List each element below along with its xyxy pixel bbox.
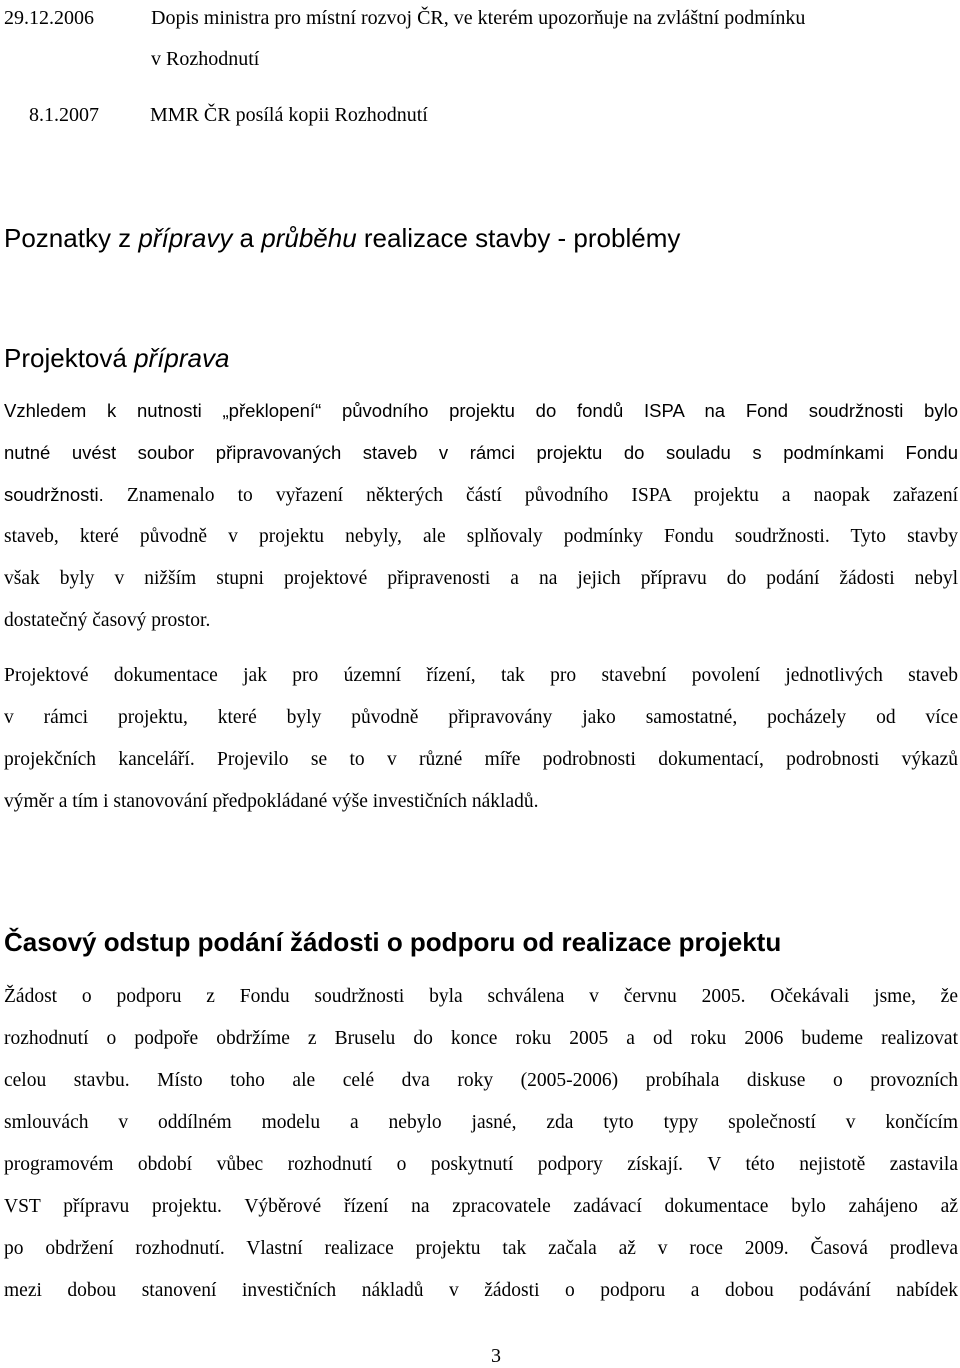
paragraph-line: v rámci projektu, které byly původně připravovány jako samostatné, pocházely od více — [4, 707, 958, 728]
paragraph-line: programovém období vůbec rozhodnutí o poskytnutí podpory získají. V této nejistotě zastavila — [4, 1154, 958, 1175]
main-heading — [4, 223, 680, 253]
paragraph-line: rozhodnutí o podpoře obdržíme z Bruselu do konce roku 2005 a od roku 2006 budeme realizovat — [4, 1028, 958, 1049]
section-heading: Časový odstup podání žádosti o podporu od realizace projektu — [4, 927, 782, 957]
paragraph-line-part: Znamenalo to vyřazení některých částí původního ISPA projektu a naopak zařazení — [103, 485, 958, 506]
timeline-entry — [29, 103, 428, 127]
paragraph-line: mezi dobou stanovení investičních nákladů v žádosti o podporu a dobou podávání nabídek — [4, 1280, 958, 1301]
timeline-description: MMR ČR posílá kopii Rozhodnutí — [150, 104, 428, 126]
timeline-date: 29.12.2006 — [4, 7, 94, 29]
heading-text: a — [232, 223, 262, 253]
heading-text: realizace stavby - problémy — [356, 223, 681, 253]
heading-text-italic: příprava — [134, 343, 230, 373]
sub-heading — [4, 343, 229, 373]
paragraph-line: smlouvách v oddílném modelu a nebylo jasné, zda tyto typy společností v končícím — [4, 1112, 958, 1133]
paragraph-line: projekčních kanceláří. Projevilo se to v různé míře podrobnosti dokumentací, podrobnosti výkazů — [4, 749, 958, 770]
paragraph-line: Projektové dokumentace jak pro územní řízení, tak pro stavební povolení jednotlivých staveb — [4, 665, 958, 686]
paragraph-line: dostatečný časový prostor. — [4, 610, 211, 631]
paragraph-line: VST přípravu projektu. Výběrové řízení na zpracovatele zadávací dokumentace bylo zahájeno až — [4, 1196, 958, 1217]
timeline-date: 8.1.2007 — [29, 104, 99, 126]
paragraph-documentation — [4, 655, 958, 823]
paragraph-line — [4, 474, 958, 516]
paragraph-line: nutné uvést soubor připravovaných staveb v rámci projektu do souladu s podmínkami Fondu — [4, 442, 958, 463]
paragraph-line: Vzhledem k nutnosti „překlopení“ původního projektu do fondů ISPA na Fond soudržnosti bylo — [4, 400, 958, 421]
paragraph-line: Žádost o podporu z Fondu soudržnosti byla schválena v červnu 2005. Očekávali jsme, že — [4, 986, 958, 1007]
timeline-description-continued: v Rozhodnutí — [151, 48, 260, 70]
timeline-description: Dopis ministra pro místní rozvoj ČR, ve kterém upozorňuje na zvláštní podmínku — [151, 7, 806, 29]
paragraph-time-gap — [4, 976, 958, 1312]
paragraph-line: po obdržení rozhodnutí. Vlastní realizace projektu tak začala až v roce 2009. Časová prodleva — [4, 1238, 958, 1259]
page-number: 3 — [491, 1345, 501, 1367]
paragraph-line-part: soudržnosti. — [4, 484, 104, 505]
heading-text: Projektová — [4, 343, 135, 373]
paragraph-line: však byly v nižším stupni projektové připravenosti a na jejich přípravu do podání žádosti nebyl — [4, 568, 958, 589]
paragraph-project-preparation — [4, 390, 958, 642]
heading-text: Poznatky z — [4, 223, 139, 253]
paragraph-line: staveb, které původně v projektu nebyly, ale splňovaly podmínky Fondu soudržnosti. Tyto stavby — [4, 526, 958, 547]
heading-text-italic: přípravy — [138, 223, 233, 253]
timeline-entry — [4, 6, 805, 30]
heading-text-italic: průběhu — [261, 223, 357, 253]
paragraph-line: celou stavbu. Místo toho ale celé dva roky (2005-2006) probíhala diskuse o provozních — [4, 1070, 958, 1091]
paragraph-line: výměr a tím i stanovování předpokládané výše investičních nákladů. — [4, 791, 539, 812]
